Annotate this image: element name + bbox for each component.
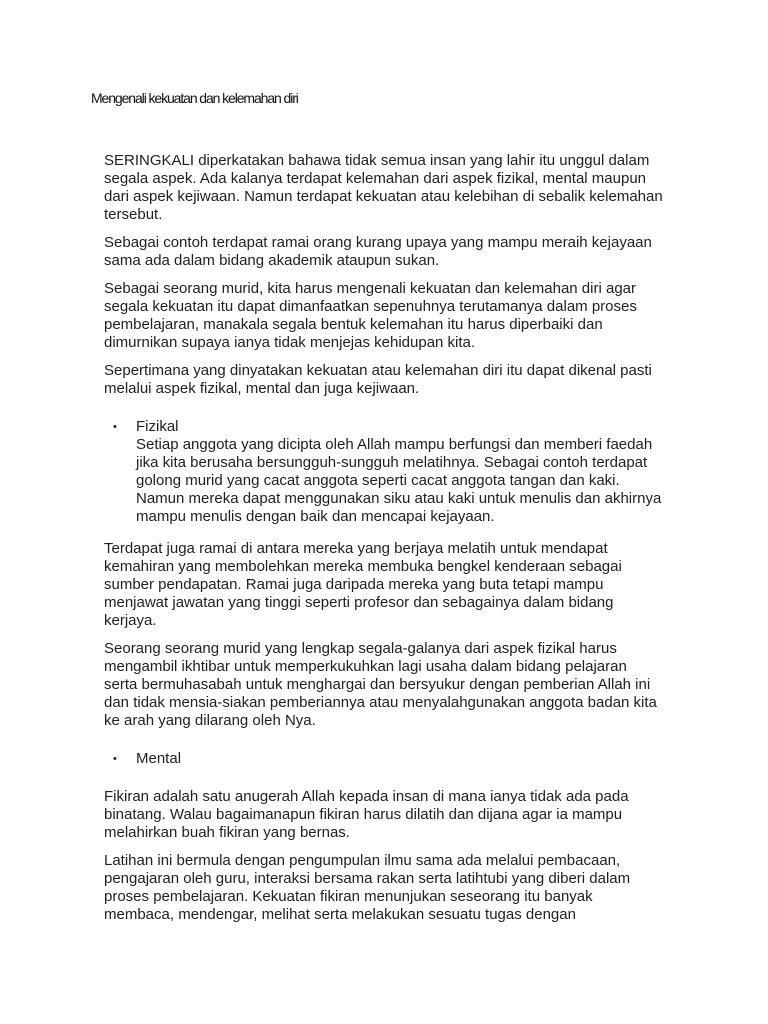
bullet-title-mental: Mental <box>136 750 182 767</box>
bullet-marker: • <box>113 421 117 433</box>
bullet-title-fizikal: Fizikal <box>136 418 179 435</box>
paragraph-intro-3: Sebagai seorang murid, kita harus mengenali kekuatan dan kelemahan diri agar segala kekuatan itu dapat dimanfaatkan sepenuhnya terutamanya dalam proses pembelajaran, manakala segala bentuk kelemahan itu harus diperbaiki dan dimurnikan supaya ianya tidak menjejas kehidupan kita. <box>104 280 637 351</box>
paragraph-mental-1: Fikiran adalah satu anugerah Allah kepada insan di mana ianya tidak ada pada binatang. Walau bagaimanapun fikiran harus dilatih dan dijana agar ia mampu melahirkan buah fikiran yang bernas. <box>104 788 629 841</box>
bullet-marker: • <box>113 753 117 765</box>
document-body <box>104 152 664 934</box>
document-title: Mengenali kekuatan dan kelemahan diri <box>91 90 298 106</box>
bullet-text-fizikal: Setiap anggota yang dicipta oleh Allah mampu berfungsi dan memberi faedah jika kita berusaha bersungguh-sungguh melatihnya. Sebagai contoh terdapat golong murid yang cacat anggota seperti cacat anggota tangan dan kaki. Namun mereka dapat menggunakan siku atau kaki untuk menulis dan akhirnya mampu menulis dengan baik dan mencapai kejayaan. <box>136 436 662 525</box>
paragraph-intro-2: Sebagai contoh terdapat ramai orang kurang upaya yang mampu meraih kejayaan sama ada dalam bidang akademik ataupun sukan. <box>104 234 652 269</box>
paragraph-intro-1: SERINGKALI diperkatakan bahawa tidak semua insan yang lahir itu unggul dalam segala aspek. Ada kalanya terdapat kelemahan dari aspek fizikal, mental maupun dari aspek kejiwaan. Namun terdapat kekuatan atau kelebihan di sebalik kelemahan tersebut. <box>104 152 663 223</box>
paragraph-fizikal-2: Seorang seorang murid yang lengkap segala-galanya dari aspek fizikal harus mengambil ikhtibar untuk memperkukuhkan lagi usaha dalam bidang pelajaran serta bermuhasabah untuk menghargai dan bersyukur dengan pemberian Allah ini dan tidak mensia-siakan pemberiannya atau menyalahgunakan anggota badan kita ke arah yang dilarang oleh Nya. <box>104 640 657 729</box>
paragraph-mental-2: Latihan ini bermula dengan pengumpulan ilmu sama ada melalui pembacaan, pengajaran oleh guru, interaksi bersama rakan serta latihtubi yang diberi dalam proses pembelajaran. Kekuatan fikiran menunjukan seseorang itu banyak membaca, mendengar, melihat serta melakukan sesuatu tugas dengan <box>104 852 631 923</box>
bullet-item-fizikal <box>104 418 664 526</box>
bullet-item-mental <box>104 750 664 768</box>
paragraph-intro-4: Sepertimana yang dinyatakan kekuatan atau kelemahan diri itu dapat dikenal pasti melalui aspek fizikal, mental dan juga kejiwaan. <box>104 362 652 397</box>
paragraph-fizikal-1: Terdapat juga ramai di antara mereka yang berjaya melatih untuk mendapat kemahiran yang membolehkan mereka membuka bengkel kenderaan sebagai sumber pendapatan. Ramai juga daripada mereka yang buta tetapi mampu menjawat jawatan yang tinggi seperti profesor dan sebagainya dalam bidang kerjaya. <box>104 540 622 629</box>
